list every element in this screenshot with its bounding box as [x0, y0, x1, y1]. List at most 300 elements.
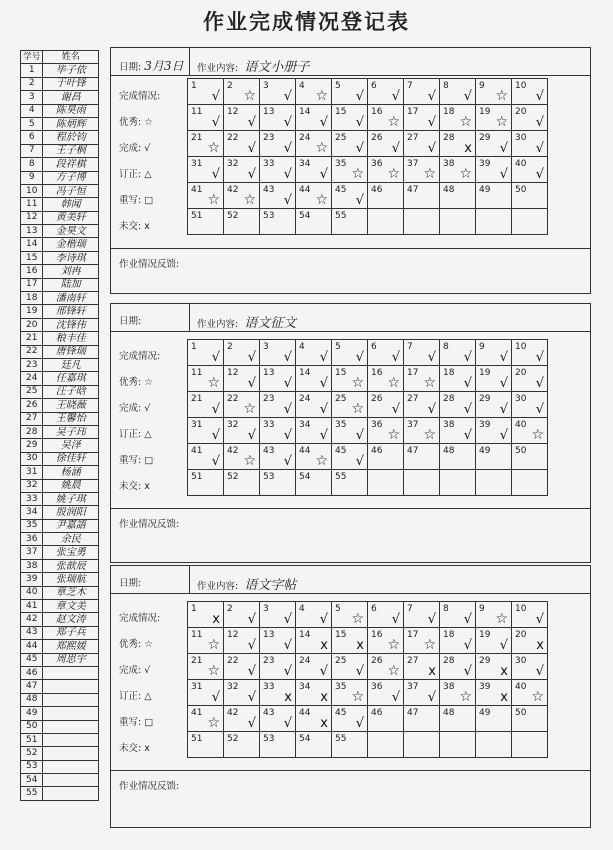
student-number: 1: [21, 64, 43, 77]
cell-number: 24: [299, 133, 311, 143]
cell-number: 32: [227, 420, 239, 430]
grid-cell: [368, 366, 404, 392]
student-name: 章文美: [43, 600, 99, 613]
cell-number: 18: [443, 368, 455, 378]
cell-number: 2: [227, 342, 233, 352]
grid-cell: [440, 340, 476, 366]
cell-mark: √: [211, 167, 220, 182]
cell-number: 47: [407, 185, 419, 195]
cell-number: 17: [407, 107, 419, 117]
roster-row: [21, 238, 99, 251]
completion-grid: [187, 339, 548, 496]
student-name: 唐锋瑞: [43, 345, 99, 358]
grid-cell: [440, 628, 476, 654]
cell-number: 24: [299, 394, 311, 404]
grid-cell: [224, 183, 260, 209]
cell-mark: x: [500, 690, 508, 705]
grid-cell: [224, 366, 260, 392]
student-name: 黄美轩: [43, 211, 99, 224]
grid-cell: [296, 131, 332, 157]
roster-header-no: 学号: [21, 51, 43, 64]
roster-row: [21, 278, 99, 291]
student-number: 4: [21, 104, 43, 117]
cell-number: 28: [443, 656, 455, 666]
cell-mark: √: [283, 428, 292, 443]
grid-cell: [368, 183, 404, 209]
grid-cell: [368, 79, 404, 105]
cell-mark: ☆: [387, 375, 400, 391]
cell-number: 16: [371, 107, 383, 117]
student-name: 潘南轩: [43, 292, 99, 305]
student-name: 沈锋伟: [43, 318, 99, 331]
cell-mark: √: [211, 350, 220, 365]
cell-number: 43: [263, 446, 275, 456]
cell-number: 22: [227, 394, 239, 404]
cell-mark: x: [284, 690, 292, 705]
cell-number: 54: [299, 211, 311, 221]
cell-number: 17: [407, 368, 419, 378]
legend-item: 重写: □: [119, 195, 154, 206]
grid-row: [188, 628, 548, 654]
cell-number: 13: [263, 107, 275, 117]
student-number: 40: [21, 586, 43, 599]
cell-mark: ☆: [207, 715, 220, 731]
grid-cell: [188, 706, 224, 732]
grid-row: [188, 418, 548, 444]
cell-mark: √: [283, 716, 292, 731]
cell-number: 9: [479, 604, 485, 614]
grid-row: [188, 340, 548, 366]
grid-cell: [332, 706, 368, 732]
grid-row: [188, 79, 548, 105]
student-name: 杨涵: [43, 466, 99, 479]
student-number: 3: [21, 91, 43, 104]
cell-mark: √: [427, 402, 436, 417]
date-label: 日期:: [119, 578, 142, 589]
grid-cell: [476, 602, 512, 628]
cell-mark: √: [247, 167, 256, 182]
grid-cell: [188, 654, 224, 680]
cell-mark: √: [463, 402, 472, 417]
student-number: 46: [21, 666, 43, 679]
grid-cell: [296, 628, 332, 654]
cell-mark: √: [535, 664, 544, 679]
cell-number: 10: [515, 604, 527, 614]
cell-mark: √: [355, 664, 364, 679]
student-number: 5: [21, 117, 43, 130]
grid-cell: [188, 157, 224, 183]
student-number: 34: [21, 506, 43, 519]
student-name: 赵文涛: [43, 613, 99, 626]
cell-mark: √: [463, 638, 472, 653]
grid-cell: [404, 392, 440, 418]
cell-mark: ☆: [207, 637, 220, 653]
cell-mark: ☆: [207, 663, 220, 679]
roster-row: [21, 158, 99, 171]
grid-cell: [512, 79, 548, 105]
roster-row: [21, 626, 99, 639]
grid-cell: [368, 444, 404, 470]
student-number: 37: [21, 546, 43, 559]
grid-cell: [224, 131, 260, 157]
student-number: 15: [21, 251, 43, 264]
grid-cell: [260, 732, 296, 758]
date-field: [119, 575, 144, 589]
grid-cell: [476, 340, 512, 366]
legend-item: 完成: √: [119, 143, 151, 154]
cell-mark: ☆: [495, 88, 508, 104]
legend-item: 订正: △: [119, 169, 152, 180]
cell-number: 13: [263, 368, 275, 378]
grid-cell: [440, 444, 476, 470]
cell-mark: √: [319, 115, 328, 130]
cell-number: 33: [263, 682, 275, 692]
cell-number: 1: [191, 81, 197, 91]
cell-number: 51: [191, 472, 203, 482]
cell-mark: √: [247, 115, 256, 130]
cell-number: 37: [407, 682, 419, 692]
cell-number: 17: [407, 630, 419, 640]
cell-number: 29: [479, 133, 491, 143]
cell-mark: √: [283, 350, 292, 365]
student-number: 17: [21, 278, 43, 291]
legend-item: 完成: √: [119, 665, 151, 676]
cell-number: 31: [191, 159, 203, 169]
grid-cell: [260, 444, 296, 470]
student-name: 任嘉琪: [43, 372, 99, 385]
cell-number: 42: [227, 446, 239, 456]
cell-number: 33: [263, 420, 275, 430]
cell-number: 26: [371, 133, 383, 143]
cell-mark: √: [463, 664, 472, 679]
cell-mark: √: [463, 350, 472, 365]
grid-cell: [368, 680, 404, 706]
roster-row: [21, 519, 99, 532]
student-number: 14: [21, 238, 43, 251]
roster-row: [21, 747, 99, 760]
cell-mark: ☆: [207, 140, 220, 156]
roster-row: [21, 452, 99, 465]
student-name: 郑子兵: [43, 626, 99, 639]
roster-row: [21, 693, 99, 706]
grid-cell: [260, 105, 296, 131]
student-name: 段祥棋: [43, 158, 99, 171]
grid-cell: [224, 444, 260, 470]
grid-cell: [476, 680, 512, 706]
roster-row: [21, 144, 99, 157]
cell-mark: √: [535, 612, 544, 627]
cell-number: 30: [515, 656, 527, 666]
cell-number: 43: [263, 708, 275, 718]
cell-number: 37: [407, 159, 419, 169]
cell-number: 34: [299, 682, 311, 692]
student-name: 殷润阳: [43, 506, 99, 519]
roster-row: [21, 131, 99, 144]
cell-number: 25: [335, 133, 347, 143]
grid-cell: [296, 105, 332, 131]
cell-number: 55: [335, 211, 347, 221]
cell-mark: √: [211, 454, 220, 469]
grid-cell: [296, 418, 332, 444]
grid-cell-empty: [512, 732, 548, 758]
cell-number: 7: [407, 342, 413, 352]
roster-row: [21, 787, 99, 800]
cell-mark: √: [319, 612, 328, 627]
grid-cell: [224, 680, 260, 706]
cell-mark: √: [319, 428, 328, 443]
legend-item: 优秀: ☆: [119, 117, 153, 128]
completion-grid: [187, 601, 548, 758]
legend-item: 未交: x: [119, 221, 150, 232]
student-number: 32: [21, 479, 43, 492]
cell-mark: √: [283, 638, 292, 653]
grid-cell: [404, 131, 440, 157]
student-number: 16: [21, 265, 43, 278]
cell-mark: √: [211, 115, 220, 130]
completion-grid: [187, 78, 548, 235]
cell-number: 38: [443, 159, 455, 169]
cell-number: 26: [371, 394, 383, 404]
grid-cell: [476, 654, 512, 680]
cell-number: 39: [479, 159, 491, 169]
cell-number: 27: [407, 133, 419, 143]
grid-cell: [296, 602, 332, 628]
cell-number: 20: [515, 630, 527, 640]
grid-cell: [512, 105, 548, 131]
grid-cell: [296, 444, 332, 470]
roster-row: [21, 586, 99, 599]
cell-number: 51: [191, 211, 203, 221]
grid-cell: [440, 105, 476, 131]
cell-number: 28: [443, 133, 455, 143]
legend-item: 完成情况:: [119, 351, 161, 362]
cell-number: 8: [443, 342, 449, 352]
student-number: 50: [21, 720, 43, 733]
cell-number: 5: [335, 604, 341, 614]
cell-mark: √: [391, 690, 400, 705]
date-field: [119, 313, 144, 327]
cell-mark: ☆: [423, 166, 436, 182]
cell-number: 9: [479, 81, 485, 91]
cell-mark: ☆: [351, 166, 364, 182]
student-name: 谢昌: [43, 91, 99, 104]
grid-cell: [332, 680, 368, 706]
cell-number: 36: [371, 420, 383, 430]
student-number: 13: [21, 225, 43, 238]
student-number: 55: [21, 787, 43, 800]
student-number: 44: [21, 640, 43, 653]
grid-row: [188, 366, 548, 392]
section-header: [111, 48, 590, 76]
grid-cell: [224, 628, 260, 654]
cell-mark: √: [535, 167, 544, 182]
cell-number: 20: [515, 107, 527, 117]
grid-cell: [440, 366, 476, 392]
student-number: 6: [21, 131, 43, 144]
cell-mark: √: [427, 690, 436, 705]
cell-mark: x: [320, 716, 328, 731]
cell-number: 11: [191, 368, 203, 378]
roster-row: [21, 77, 99, 90]
cell-mark: √: [319, 350, 328, 365]
cell-number: 48: [443, 708, 455, 718]
cell-mark: ☆: [315, 192, 328, 208]
cell-number: 12: [227, 368, 239, 378]
student-number: 43: [21, 626, 43, 639]
student-name: 金楷瑞: [43, 238, 99, 251]
cell-mark: x: [428, 664, 436, 679]
cell-mark: √: [535, 115, 544, 130]
cell-mark: x: [212, 612, 220, 627]
cell-mark: √: [247, 664, 256, 679]
cell-number: 24: [299, 656, 311, 666]
student-number: 27: [21, 412, 43, 425]
roster-row: [21, 666, 99, 679]
grid-cell: [512, 131, 548, 157]
student-number: 26: [21, 399, 43, 412]
student-name: 张瑞航: [43, 573, 99, 586]
cell-mark: √: [319, 402, 328, 417]
student-name: [43, 680, 99, 693]
page-title: 作业完成情况登记表: [203, 10, 410, 34]
cell-number: 52: [227, 734, 239, 744]
roster-row: [21, 439, 99, 452]
cell-mark: √: [427, 141, 436, 156]
cell-number: 4: [299, 342, 305, 352]
cell-mark: √: [319, 167, 328, 182]
roster-row: [21, 265, 99, 278]
cell-number: 33: [263, 159, 275, 169]
grid-cell: [440, 157, 476, 183]
grid-cell: [188, 680, 224, 706]
cell-number: 3: [263, 604, 269, 614]
student-number: 41: [21, 600, 43, 613]
grid-cell: [476, 183, 512, 209]
student-number: 39: [21, 573, 43, 586]
grid-cell: [188, 732, 224, 758]
cell-mark: √: [283, 612, 292, 627]
student-number: 35: [21, 519, 43, 532]
cell-number: 47: [407, 708, 419, 718]
grid-cell: [512, 366, 548, 392]
grid-cell: [440, 654, 476, 680]
grid-cell: [224, 602, 260, 628]
student-number: 53: [21, 760, 43, 773]
cell-number: 35: [335, 159, 347, 169]
cell-mark: √: [355, 193, 364, 208]
roster-row: [21, 372, 99, 385]
grid-cell: [332, 157, 368, 183]
roster-row: [21, 733, 99, 746]
grid-cell: [404, 444, 440, 470]
cell-mark: √: [211, 690, 220, 705]
grid-cell: [512, 628, 548, 654]
grid-cell: [476, 366, 512, 392]
student-name: 稂丰佳: [43, 332, 99, 345]
grid-cell: [260, 470, 296, 496]
grid-cell-empty: [368, 732, 404, 758]
cell-number: 38: [443, 682, 455, 692]
grid-cell: [260, 183, 296, 209]
cell-mark: √: [211, 89, 220, 104]
cell-number: 7: [407, 81, 413, 91]
feedback-label: 作业情况反馈:: [119, 259, 180, 270]
cell-number: 4: [299, 81, 305, 91]
grid-cell: [332, 131, 368, 157]
student-number: 20: [21, 318, 43, 331]
cell-number: 19: [479, 368, 491, 378]
grid-row: [188, 209, 548, 235]
cell-mark: ☆: [387, 637, 400, 653]
cell-mark: ☆: [351, 611, 364, 627]
cell-number: 40: [515, 159, 527, 169]
roster-row: [21, 466, 99, 479]
cell-number: 15: [335, 107, 347, 117]
cell-number: 55: [335, 472, 347, 482]
grid-cell-empty: [476, 470, 512, 496]
cell-mark: √: [283, 402, 292, 417]
cell-number: 44: [299, 708, 311, 718]
cell-mark: √: [247, 690, 256, 705]
cell-mark: x: [464, 141, 472, 156]
student-name: 陈炳辉: [43, 117, 99, 130]
cell-mark: √: [535, 89, 544, 104]
grid-cell: [512, 392, 548, 418]
cell-number: 15: [335, 630, 347, 640]
grid-cell: [368, 340, 404, 366]
cell-mark: √: [463, 612, 472, 627]
cell-number: 40: [515, 682, 527, 692]
cell-number: 44: [299, 185, 311, 195]
cell-mark: √: [499, 141, 508, 156]
cell-number: 40: [515, 420, 527, 430]
cell-mark: x: [536, 638, 544, 653]
student-number: 11: [21, 198, 43, 211]
cell-number: 10: [515, 342, 527, 352]
cell-mark: ☆: [387, 427, 400, 443]
cell-number: 11: [191, 107, 203, 117]
cell-mark: ☆: [423, 637, 436, 653]
cell-number: 44: [299, 446, 311, 456]
cell-number: 49: [479, 446, 491, 456]
student-name: 徐佳轩: [43, 452, 99, 465]
date-label: 日期:: [119, 316, 142, 327]
grid-cell: [260, 157, 296, 183]
student-number: 25: [21, 385, 43, 398]
cell-number: 32: [227, 682, 239, 692]
cell-number: 2: [227, 604, 233, 614]
feedback-divider: [111, 770, 590, 771]
cell-mark: ☆: [387, 663, 400, 679]
cell-number: 22: [227, 656, 239, 666]
grid-cell: [296, 340, 332, 366]
grid-cell: [296, 157, 332, 183]
cell-mark: ☆: [351, 401, 364, 417]
cell-mark: ☆: [531, 689, 544, 705]
grid-cell: [332, 654, 368, 680]
cell-mark: √: [427, 350, 436, 365]
cell-mark: √: [211, 428, 220, 443]
cell-number: 23: [263, 394, 275, 404]
cell-mark: √: [391, 612, 400, 627]
grid-cell: [260, 79, 296, 105]
cell-number: 49: [479, 708, 491, 718]
cell-mark: ☆: [315, 88, 328, 104]
grid-cell: [368, 654, 404, 680]
student-name: 王晓薇: [43, 399, 99, 412]
roster-row: [21, 506, 99, 519]
cell-mark: √: [319, 376, 328, 391]
